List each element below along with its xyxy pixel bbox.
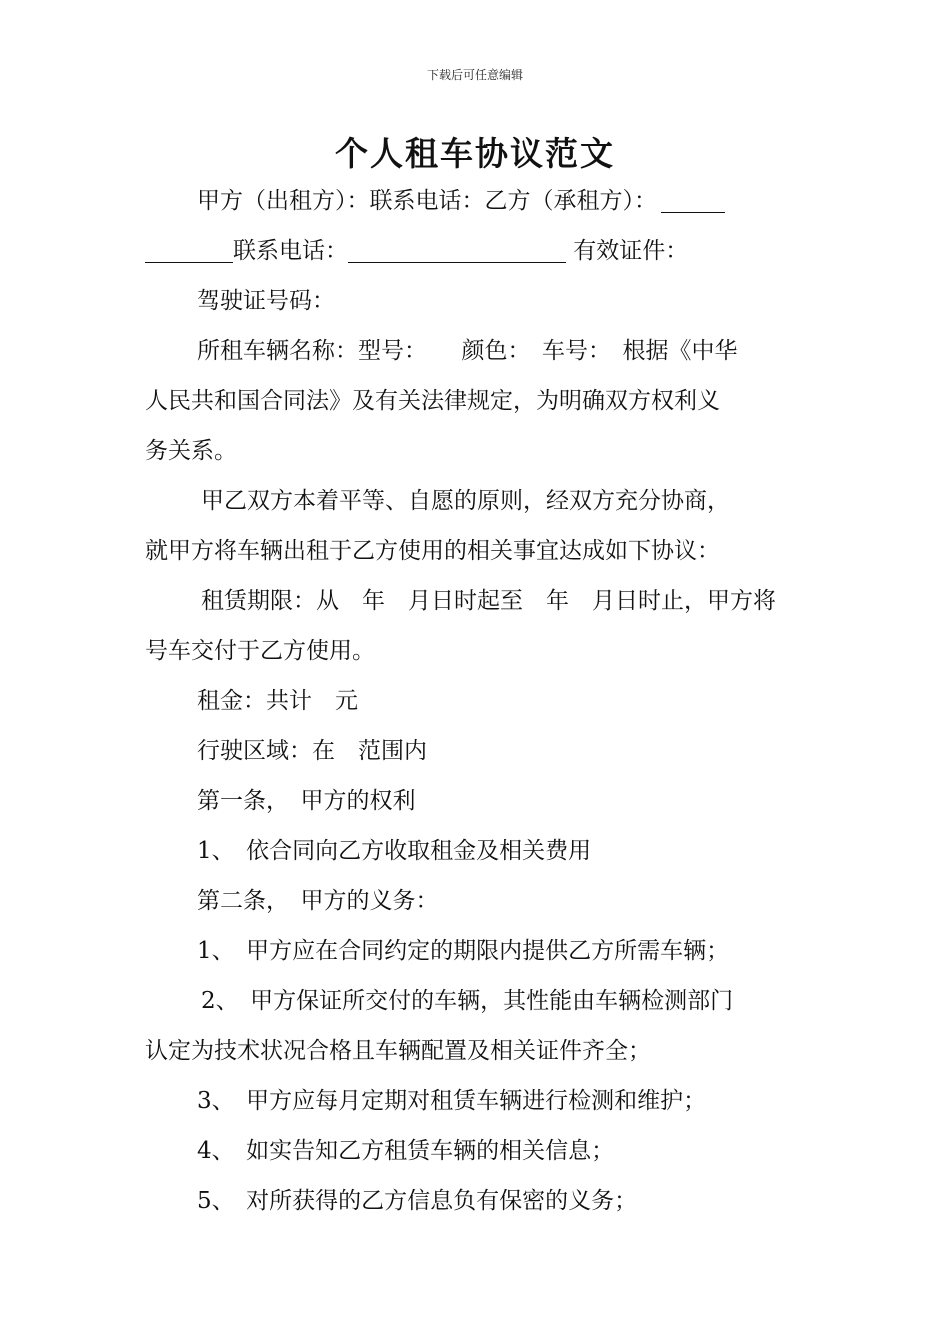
paragraph-line: 人民共和国合同法》及有关法律规定，为明确双方权利义 — [145, 388, 720, 414]
list-item: 5、 对所获得的乙方信息负有保密的义务； — [197, 1188, 638, 1214]
header-note: 下载后可任意编辑 — [426, 68, 523, 82]
paragraph-line: 租金：共计 元 — [197, 688, 358, 714]
paragraph-line: 甲乙双方本着平等、自愿的原则，经双方充分协商， — [201, 488, 730, 514]
id-label: 有效证件： — [566, 238, 689, 264]
paragraph-line: 行驶区域：在 范围内 — [197, 738, 427, 764]
list-item: 2、 甲方保证所交付的车辆，其性能由车辆检测部门 — [201, 988, 734, 1014]
list-item: 3、 甲方应每月定期对租赁车辆进行检测和维护； — [197, 1088, 707, 1114]
paragraph-line: 驾驶证号码： — [197, 288, 335, 314]
paragraph-line: 所租车辆名称：型号： 颜色： 车号： 根据《中华 — [197, 338, 738, 364]
paragraph-line: 就甲方将车辆出租于乙方使用的相关事宜达成如下协议： — [145, 538, 720, 564]
blank-underline — [661, 176, 725, 213]
paragraph-line: 号车交付于乙方使用。 — [145, 638, 375, 664]
blank-underline — [145, 226, 233, 263]
section-heading: 第一条， 甲方的权利 — [197, 788, 416, 814]
blank-underline — [348, 226, 566, 263]
paragraph-line — [145, 226, 810, 276]
document-body — [145, 176, 810, 1226]
paragraph-line: 务关系。 — [145, 438, 237, 464]
list-item: 4、 如实告知乙方租赁车辆的相关信息； — [197, 1138, 615, 1164]
list-item: 1、 依合同向乙方收取租金及相关费用 — [197, 838, 592, 864]
paragraph-line — [145, 176, 810, 226]
paragraph-line: 认定为技术状况合格且车辆配置及相关证件齐全； — [145, 1038, 651, 1064]
paragraph-line: 租赁期限：从 年 月日时起至 年 月日时止，甲方将 — [201, 588, 776, 614]
section-heading: 第二条， 甲方的义务： — [197, 888, 439, 914]
list-item: 1、 甲方应在合同约定的期限内提供乙方所需车辆； — [197, 938, 730, 964]
phone-label: 联系电话： — [233, 238, 348, 264]
party-info-text: 甲方（出租方）：联系电话：乙方（承租方）： — [197, 188, 657, 214]
document-title: 个人租车协议范文 — [335, 134, 615, 173]
